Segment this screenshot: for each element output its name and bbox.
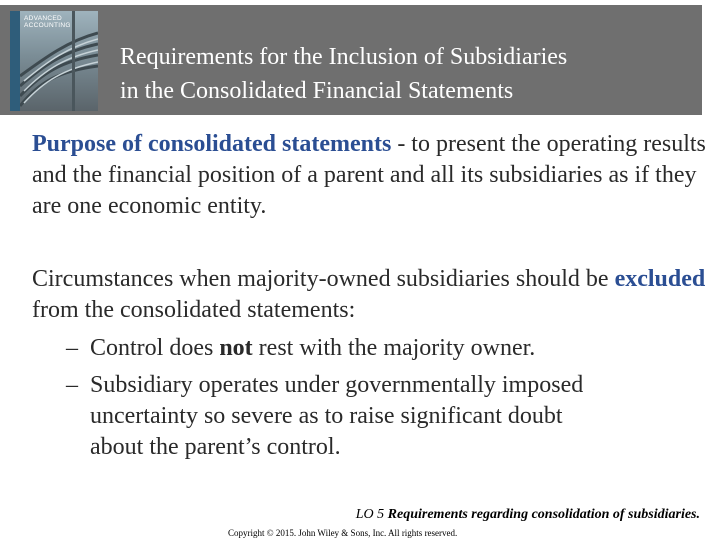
excluded-highlight: excluded (614, 266, 706, 292)
book-cover-title: ADVANCED ACCOUNTING (24, 15, 71, 29)
learning-objective (356, 507, 700, 523)
bullet-control (66, 333, 696, 364)
bullet-control-not: not (219, 335, 253, 361)
circumstances-text-2: from the consolidated statements: (32, 297, 356, 323)
slide-title-line-1: Requirements for the Inclusion of Subsidiaries (120, 44, 568, 70)
bullet-control-pre: Control does (90, 335, 220, 361)
bullet-control-post: rest with the majority owner. (252, 335, 536, 361)
circumstances-text-1: Circumstances when majority-owned subsidiaries should be (32, 266, 615, 292)
bullet-uncertainty (66, 370, 696, 463)
book-cover-image (10, 11, 98, 111)
dash-marker: – (66, 372, 78, 398)
purpose-highlight: Purpose of consolidated statements (32, 131, 392, 157)
circumstances-paragraph (32, 264, 712, 326)
purpose-paragraph (32, 129, 712, 222)
cover-spine (10, 11, 20, 111)
slide-title-line-2: in the Consolidated Financial Statements (120, 78, 514, 104)
dash-marker: – (66, 335, 78, 361)
purpose-text: - to present the operating results and the financial position of a parent and all its subsidiaries as if they are one economic entity. (32, 131, 706, 219)
lo-text: Requirements regarding consolidation of subsidiaries. (387, 507, 700, 522)
copyright-notice: Copyright © 2015. John Wiley & Sons, Inc. All rights reserved. (228, 528, 458, 538)
slide-title (120, 40, 700, 108)
bullet-uncertainty-line-1: Subsidiary operates under governmentally imposed (90, 372, 584, 398)
bullet-uncertainty-line-2: uncertainty so severe as to raise significant doubt (90, 403, 563, 429)
lo-prefix: LO 5 (355, 507, 388, 522)
bullet-uncertainty-line-3: about the parent’s control. (90, 434, 341, 460)
